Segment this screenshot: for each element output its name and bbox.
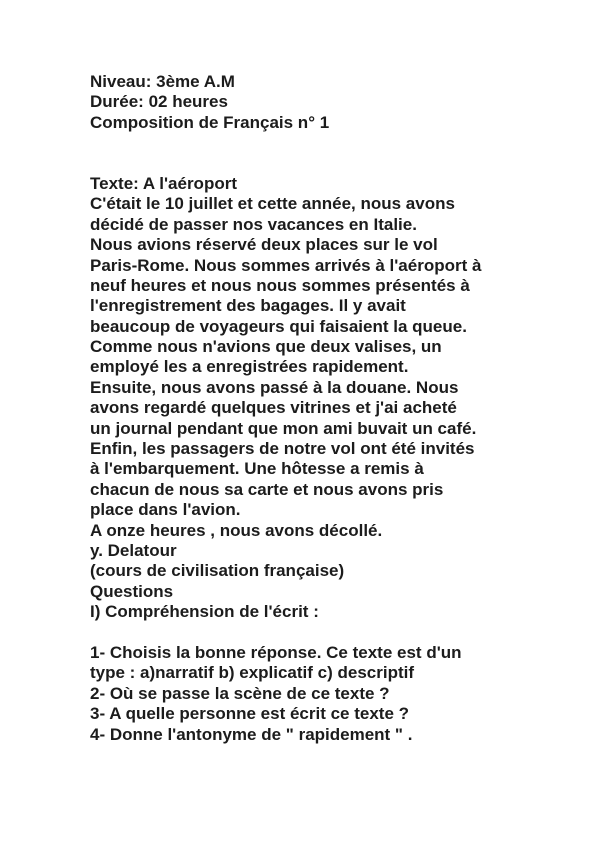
text-line: Nous avions réservé deux places sur le vol bbox=[90, 235, 438, 255]
section-heading: I) Compréhension de l'écrit : bbox=[90, 602, 319, 622]
text-line: employé les a enregistrées rapidement. bbox=[90, 357, 409, 377]
text-line: A onze heures , nous avons décollé. bbox=[90, 520, 383, 540]
question-line: 3- A quelle personne est écrit ce texte ? bbox=[90, 704, 410, 724]
question-line: type : a)narratif b) explicatif c) descriptif bbox=[90, 663, 415, 683]
text-line: l'enregistrement des bagages. Il y avait bbox=[90, 296, 406, 316]
text-line: Enfin, les passagers de notre vol ont été invités bbox=[90, 439, 475, 459]
text-line: chacun de nous sa carte et nous avons pris bbox=[90, 479, 444, 499]
document-content bbox=[90, 72, 510, 745]
exam-title: Composition de Français n° 1 bbox=[90, 112, 330, 132]
blank-line bbox=[90, 154, 510, 174]
question-line: 2- Où se passe la scène de ce texte ? bbox=[90, 683, 390, 703]
questions-section bbox=[90, 582, 510, 745]
question-line: 4- Donne l'antonyme de " rapidement " . bbox=[90, 724, 413, 744]
text-line: C'était le 10 juillet et cette année, nous avons bbox=[90, 194, 455, 214]
level-line: Niveau: 3ème A.M bbox=[90, 72, 235, 91]
text-line: place dans l'avion. bbox=[90, 500, 241, 520]
text-line: avons regardé quelques vitrines et j'ai acheté bbox=[90, 398, 457, 418]
text-line: décidé de passer nos vacances en Italie. bbox=[90, 214, 417, 234]
text-line: Comme nous n'avions que deux valises, un bbox=[90, 337, 442, 357]
text-line: Ensuite, nous avons passé à la douane. Nous bbox=[90, 377, 459, 397]
text-title: Texte: A l'aéroport bbox=[90, 173, 237, 193]
text-author: y. Delatour bbox=[90, 540, 177, 560]
blank-line bbox=[90, 133, 510, 153]
reading-text bbox=[90, 174, 510, 582]
question-line: 1- Choisis la bonne réponse. Ce texte est d'un bbox=[90, 642, 462, 662]
blank-line bbox=[90, 623, 510, 643]
text-line: beaucoup de voyageurs qui faisaient la queue. bbox=[90, 316, 467, 336]
text-source: (cours de civilisation française) bbox=[90, 561, 345, 581]
text-line: Paris-Rome. Nous sommes arrivés à l'aéroport à bbox=[90, 255, 482, 275]
text-line: neuf heures et nous nous sommes présentés à bbox=[90, 275, 470, 295]
questions-heading: Questions bbox=[90, 581, 174, 601]
text-line: à l'embarquement. Une hôtesse a remis à bbox=[90, 459, 424, 479]
duration-line: Durée: 02 heures bbox=[90, 92, 228, 112]
text-line: un journal pendant que mon ami buvait un café. bbox=[90, 418, 477, 438]
exam-header bbox=[90, 72, 510, 133]
